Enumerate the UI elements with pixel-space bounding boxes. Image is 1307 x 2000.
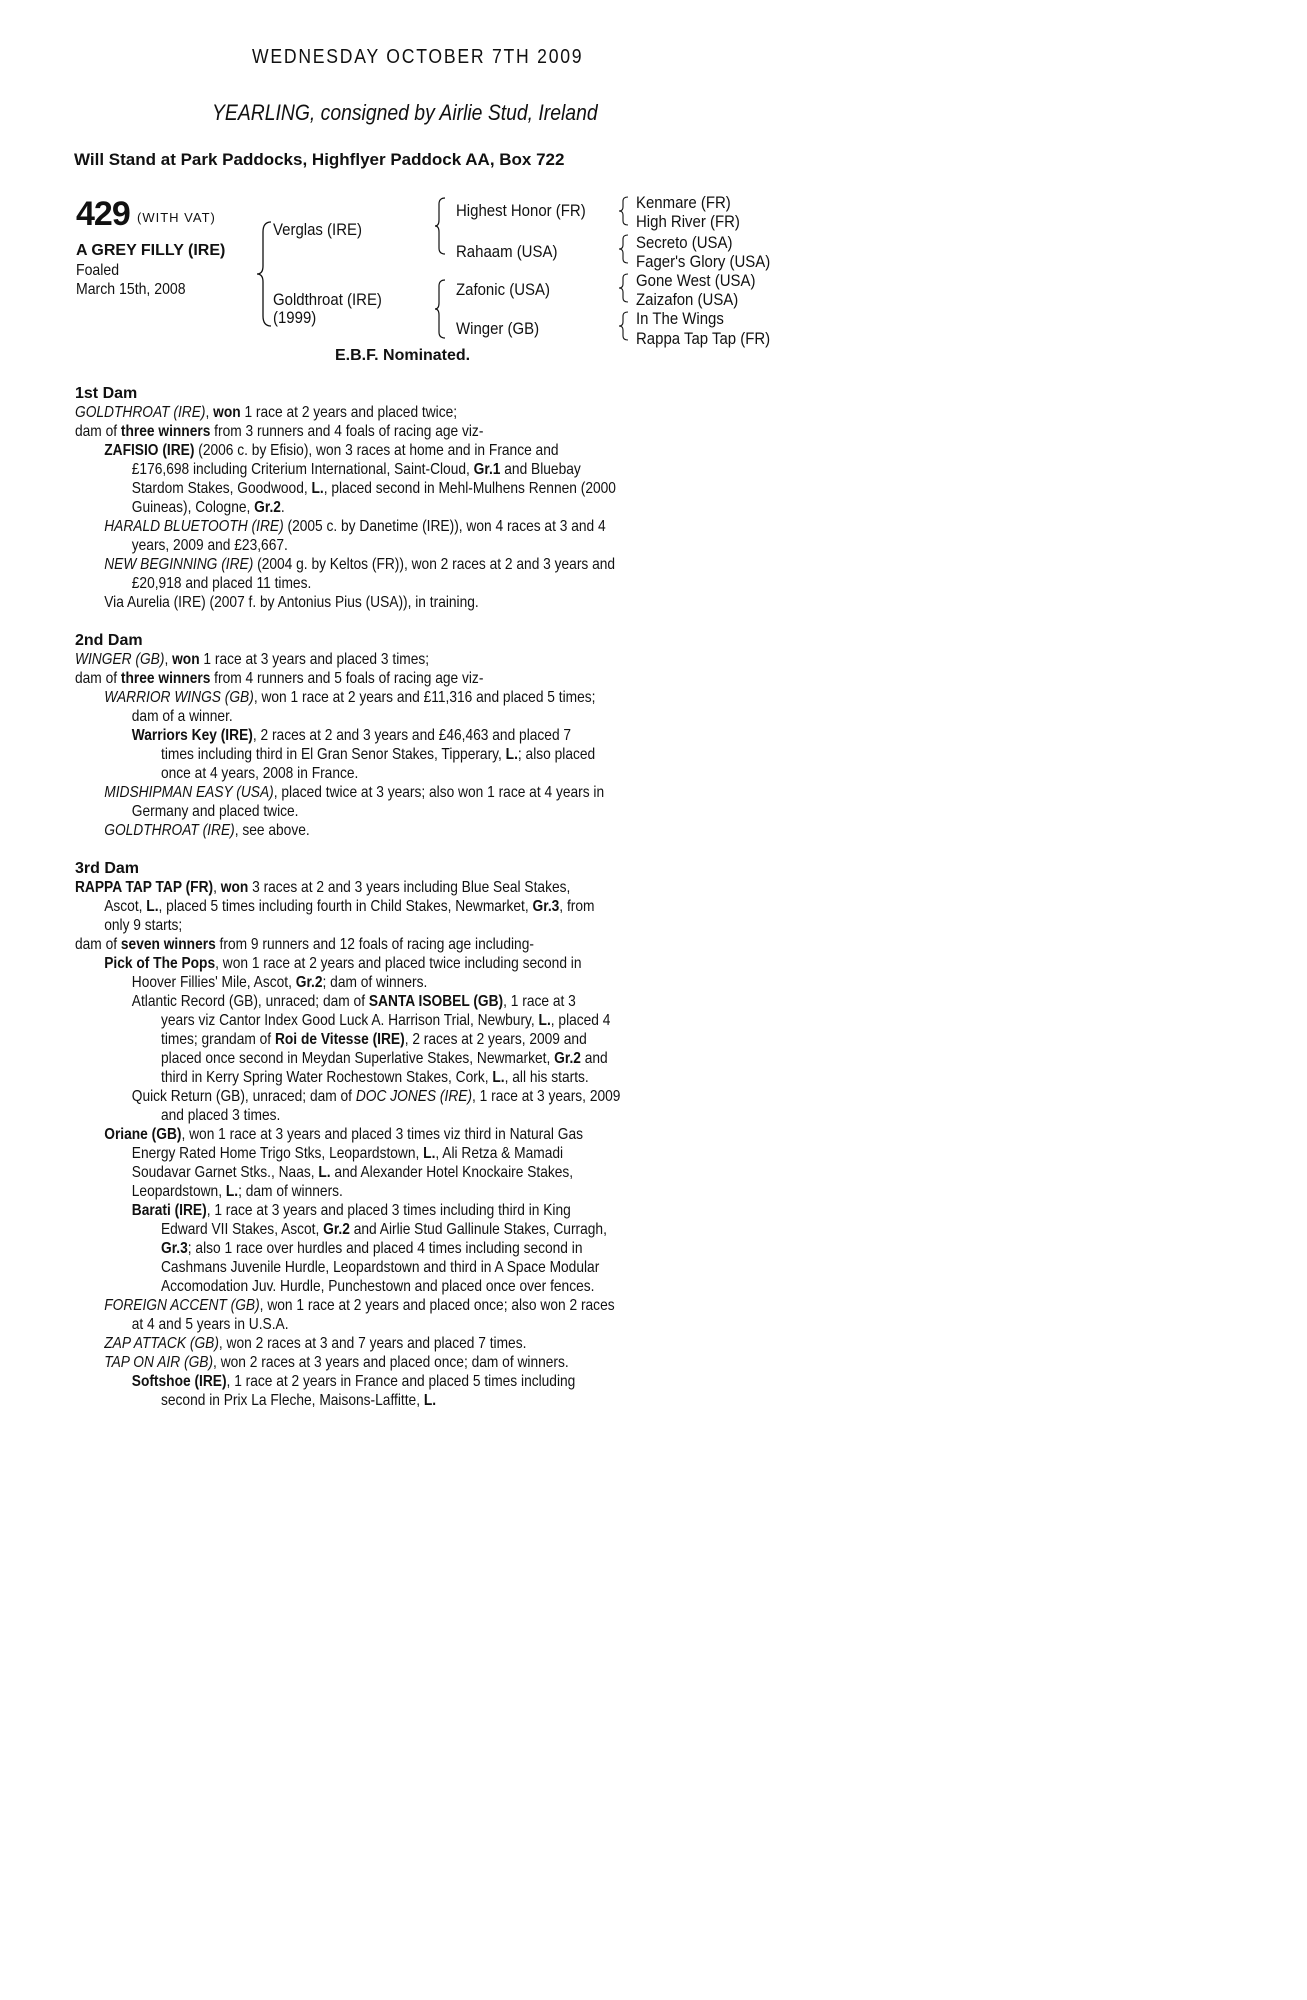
brace-g2 <box>618 234 632 264</box>
pedigree-g3: Secreto (USA) <box>636 233 733 252</box>
dam-line: Quick Return (GB), unraced; dam of DOC JONES (IRE), 1 race at 3 years, 2009 <box>131 1088 621 1105</box>
dam-line: WARRIOR WINGS (GB), won 1 race at 2 years and £11,316 and placed 5 times; <box>104 689 596 706</box>
sale-date: WEDNESDAY OCTOBER 7TH 2009 <box>252 46 584 68</box>
dam-line: second in Prix La Fleche, Maisons-Laffitte, L. <box>161 1392 437 1409</box>
dam-line: and placed 3 times. <box>161 1107 281 1124</box>
dam-line: Energy Rated Home Trigo Stks, Leopardstown, L., Ali Retza & Mamadi <box>131 1145 564 1162</box>
dam-line: TAP ON AIR (GB), won 2 races at 3 years and placed once; dam of winners. <box>104 1354 569 1371</box>
pedigree-dam-year: (1999) <box>273 308 317 327</box>
consignor-line: YEARLING, consigned by Airlie Stud, Ireland <box>212 100 598 125</box>
brace-g1 <box>618 196 632 226</box>
lot-number: 429 <box>76 195 130 233</box>
dam-line: FOREIGN ACCENT (GB), won 1 race at 2 years and placed once; also won 2 races <box>104 1297 615 1314</box>
dam-line: WINGER (GB), won 1 race at 3 years and placed 3 times; <box>75 651 430 668</box>
dam-line: only 9 starts; <box>104 917 183 934</box>
dam-line: Guineas), Cologne, Gr.2. <box>131 499 285 516</box>
dam-line: placed once second in Meydan Superlative Stakes, Newmarket, Gr.2 and <box>161 1050 608 1067</box>
dam-details <box>75 384 755 1410</box>
pedigree-g7: In The Wings <box>636 309 724 328</box>
dam-line: dam of seven winners from 9 runners and 12 foals of racing age including- <box>75 936 534 953</box>
dam-line: at 4 and 5 years in U.S.A. <box>131 1316 289 1333</box>
dam-line: Germany and placed twice. <box>131 803 299 820</box>
dam-line: Gr.3; also 1 race over hurdles and placed 4 times including second in <box>161 1240 583 1257</box>
pedigree-brace-sire <box>433 196 449 256</box>
brace-g3 <box>618 273 632 303</box>
dam-line: Ascot, L., placed 5 times including fourth in Child Stakes, Newmarket, Gr.3, from <box>104 898 595 915</box>
dam-line: third in Kerry Spring Water Rochestown Stakes, Cork, L., all his starts. <box>161 1069 589 1086</box>
dam-line: GOLDTHROAT (IRE), won 1 race at 2 years and placed twice; <box>75 404 458 421</box>
dam-line: HARALD BLUETOOTH (IRE) (2005 c. by Danetime (IRE)), won 4 races at 3 and 4 <box>104 518 606 535</box>
dam-line: £176,698 including Criterium International, Saint-Cloud, Gr.1 and Bluebay <box>131 461 581 478</box>
dam-line: Softshoe (IRE), 1 race at 2 years in France and placed 5 times including <box>131 1373 576 1390</box>
pedigree-g4: Fager's Glory (USA) <box>636 252 771 271</box>
pedigree-g6: Zaizafon (USA) <box>636 290 739 309</box>
pedigree-sire: Verglas (IRE) <box>273 220 362 239</box>
dam-line: Edward VII Stakes, Ascot, Gr.2 and Airlie Stud Gallinule Stakes, Curragh, <box>161 1221 607 1238</box>
dam-line: Soudavar Garnet Stks., Naas, L. and Alexander Hotel Knockaire Stakes, <box>131 1164 574 1181</box>
dam-line: RAPPA TAP TAP (FR), won 3 races at 2 and 3 years including Blue Seal Stakes, <box>75 879 571 896</box>
dam-line: Stardom Stakes, Goodwood, L., placed second in Mehl-Mulhens Rennen (2000 <box>131 480 616 497</box>
dam-line: £20,918 and placed 11 times. <box>131 575 312 592</box>
dam-line: years, 2009 and £23,667. <box>131 537 288 554</box>
dam-line: Atlantic Record (GB), unraced; dam of SANTA ISOBEL (GB), 1 race at 3 <box>131 993 576 1010</box>
pedigree-g5: Gone West (USA) <box>636 271 756 290</box>
dam-line: NEW BEGINNING (IRE) (2004 g. by Keltos (FR)), won 2 races at 2 and 3 years and <box>104 556 616 573</box>
dam-line: MIDSHIPMAN EASY (USA), placed twice at 3 years; also won 1 race at 4 years in <box>104 784 605 801</box>
dam-line: dam of a winner. <box>131 708 233 725</box>
pedigree-g2: High River (FR) <box>636 212 740 231</box>
dam-line: times; grandam of Roi de Vitesse (IRE), 2 races at 2 years, 2009 and <box>161 1031 587 1048</box>
pedigree-brace-dam <box>433 278 449 340</box>
dam-line: Hoover Fillies' Mile, Ascot, Gr.2; dam of winners. <box>131 974 428 991</box>
pedigree-sire-dam: Rahaam (USA) <box>456 242 558 261</box>
brace-g4 <box>618 311 632 341</box>
dam-line: Cashmans Juvenile Hurdle, Leopardstown and third in A Space Modular <box>161 1259 600 1276</box>
pedigree-dam-sire: Zafonic (USA) <box>456 280 550 299</box>
dam-line: years viz Cantor Index Good Luck A. Harrison Trial, Newbury, L., placed 4 <box>161 1012 611 1029</box>
dam-line: Barati (IRE), 1 race at 3 years and placed 3 times including third in King <box>131 1202 571 1219</box>
pedigree-dam: Goldthroat (IRE) <box>273 290 382 309</box>
dam-line: Leopardstown, L.; dam of winners. <box>131 1183 343 1200</box>
dam-line: Oriane (GB), won 1 race at 3 years and placed 3 times viz third in Natural Gas <box>104 1126 583 1143</box>
third-dam-heading: 3rd Dam <box>75 860 140 877</box>
dam-line: times including third in El Gran Senor Stakes, Tipperary, L.; also placed <box>161 746 596 763</box>
lot-description: A GREY FILLY (IRE) <box>76 242 226 259</box>
foaled-date: March 15th, 2008 <box>76 281 186 298</box>
second-dam-heading: 2nd Dam <box>75 632 143 649</box>
dam-line: Pick of The Pops, won 1 race at 2 years and placed twice including second in <box>104 955 582 972</box>
dam-line: Warriors Key (IRE), 2 races at 2 and 3 years and £46,463 and placed 7 <box>131 727 572 744</box>
dam-line: ZAP ATTACK (GB), won 2 races at 3 and 7 years and placed 7 times. <box>104 1335 527 1352</box>
pedigree-dam-dam: Winger (GB) <box>456 319 540 338</box>
first-dam-heading: 1st Dam <box>75 385 138 402</box>
dam-line: Accomodation Juv. Hurdle, Punchestown and placed once over fences. <box>161 1278 595 1295</box>
vat-note: (WITH VAT) <box>137 210 216 225</box>
dam-line: once at 4 years, 2008 in France. <box>161 765 359 782</box>
dam-line: Via Aurelia (IRE) (2007 f. by Antonius Pius (USA)), in training. <box>104 594 479 611</box>
dam-line: ZAFISIO (IRE) (2006 c. by Efisio), won 3 races at home and in France and <box>104 442 559 459</box>
ebf-nominated: E.B.F. Nominated. <box>335 347 471 364</box>
stand-location: Will Stand at Park Paddocks, Highflyer Paddock AA, Box 722 <box>74 150 565 169</box>
foaled-label: Foaled <box>76 262 120 279</box>
dam-line: GOLDTHROAT (IRE), see above. <box>104 822 310 839</box>
dam-line: dam of three winners from 3 runners and 4 foals of racing age viz- <box>75 423 484 440</box>
pedigree-g1: Kenmare (FR) <box>636 193 731 212</box>
dam-line: dam of three winners from 4 runners and 5 foals of racing age viz- <box>75 670 484 687</box>
pedigree-sire-sire: Highest Honor (FR) <box>456 201 586 220</box>
pedigree-g8: Rappa Tap Tap (FR) <box>636 329 771 348</box>
pedigree-brace-main <box>255 218 275 330</box>
